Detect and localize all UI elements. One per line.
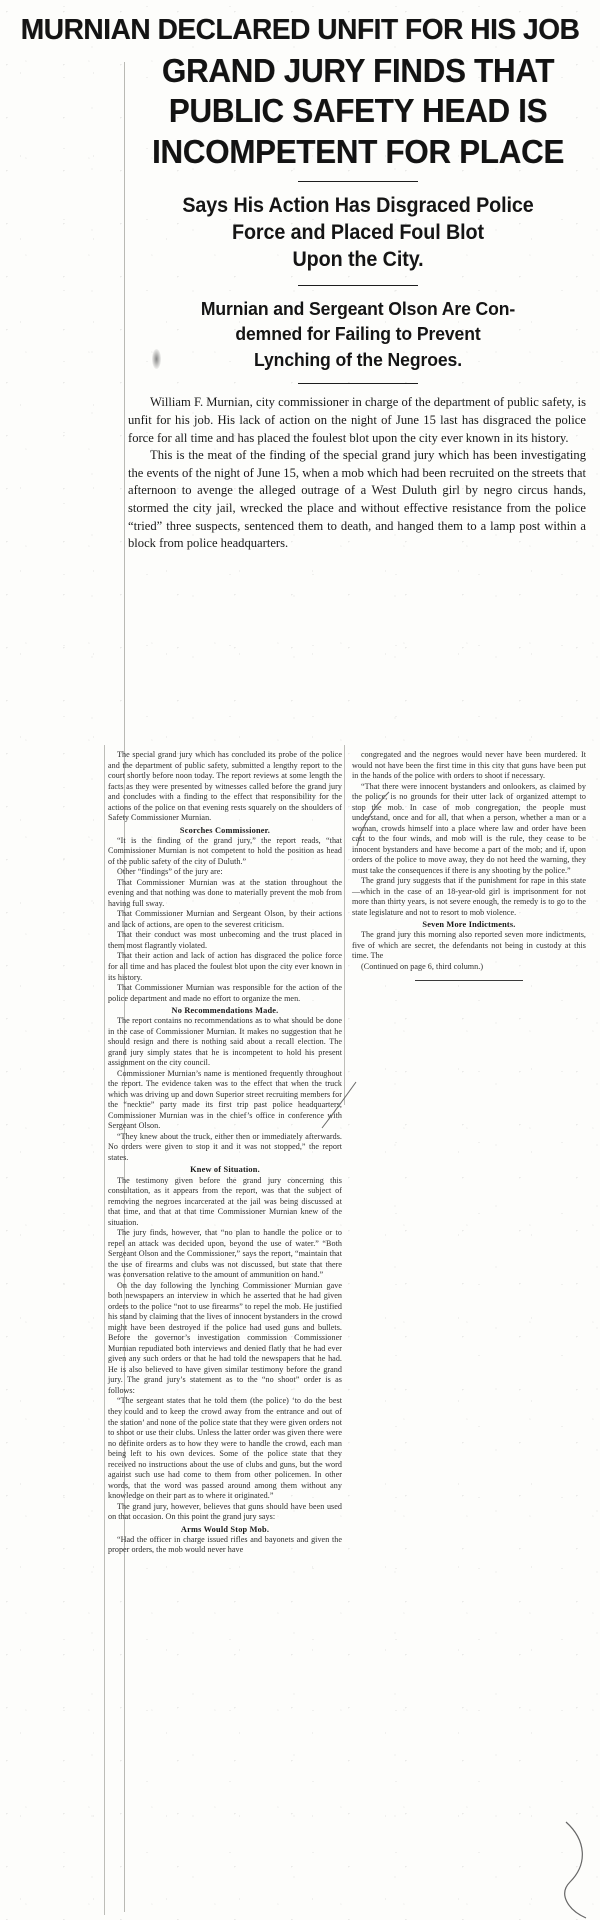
deck-second-line-1: Says His Action Has Disgraced Police xyxy=(182,193,534,217)
deck-divider-2 xyxy=(298,285,418,286)
deck-main-line-1: GRAND JURY FINDS THAT xyxy=(161,52,555,89)
body-paragraph: “That there were innocent bystanders and onlookers, as claimed by the police, is no grounds for their utter lack of organized attempt to stop the mob. In case of mob congregation, the people must understand, once and for all, that when a person, whether a man or a woman, crowds himself into a place where law and order have been cast to the four winds, and mob will is the rule, they cease to be innocent bystanders and have become a part of the mob; and if, upon orders of the police to move away, they do not heed the warning, they must take the consequences if there is any shooting by the police.” xyxy=(352,781,586,875)
deck-main-line-2: PUBLIC SAFETY HEAD IS xyxy=(168,92,548,130)
continued-note: (Continued on page 6, third column.) xyxy=(361,961,484,971)
body-paragraph: On the day following the lynching Commissioner Murnian gave both newspapers an interview in which he asserted that he had given orders to the police “not to use firearms” to repel the mob. He justified his stand by claiming that the lives of innocent bystanders in the crowd might have been destroyed if the police had used guns and bullets. Before the governor’s investigation commission Commissioner Murnian repudiated both interviews and denied flatly that he had ever given any such orders or that he had told the newspapers that he had. He is also believed to have given similar testimony before the grand jury. The grand jury’s statement as to the “no shoot” order is as follows: xyxy=(108,1280,342,1395)
body-paragraph: “The sergeant states that he told them (the police) ‘to do the best they could and to keep the crowd away from the entrance and out of the station’ and none of the police state that they were given orders not to shoot or use their clubs. Unless the latter order was given there were no definite orders as to how they were to handle the crowd, each man being left to his own devices. Some of the police state that they received no instructions about the use of clubs and guns, but the word against such use had come to them from other policemen. In other words, that the word was passed around among them without any knowledge on their part as to where it originated.” xyxy=(108,1396,342,1501)
deck-second-line-3: Upon the City. xyxy=(292,248,424,272)
body-paragraph: The grand jury this morning also reported seven more indictments, five of which are secret, the defendants not being in custody at this time. The xyxy=(352,930,586,961)
column-rule-body-left xyxy=(104,745,105,1915)
body-paragraph: The report contains no recommendations as to what should be done in the case of Commissioner Murnian. It makes no suggestion that he should resign and there is nothing said about a recall election. The grand jury simply states that he is incompetent to hold his present assignment on the city council. xyxy=(108,1016,342,1068)
story-end-rule xyxy=(415,980,523,981)
deck-headlines xyxy=(128,53,594,384)
deck-third-line-3: Lynching of the Negroes. xyxy=(254,348,462,370)
lead-paragraph-2: This is the meat of the finding of the special grand jury which has been investigating the events of the night of June 15, when a mob which had been recruited on the streets that afternoon to avenge the alleged outrage of a West Duluth girl by negro circus hands, stormed the city jail, wrecked the place and without effective resistance from the police “tried” three suspects, sentenced them to death, and hanged them to a lamp post within a block from police headquarters. xyxy=(128,448,586,551)
body-paragraph: congregated and the negroes would never have been murdered. It would not have been the first time in this city that guns have been put in the hands of the police with orders to shoot if necessary. xyxy=(352,750,586,781)
body-paragraph: That Commissioner Murnian was at the station throughout the evening and that nothing was done to materially prevent the mob from having full sway. xyxy=(108,877,342,908)
body-paragraph: That Commissioner Murnian and Sergeant Olson, by their actions and lack of actions, are open to the severest criticism. xyxy=(108,909,342,929)
deck-second-line-2: Force and Placed Foul Blot xyxy=(231,221,485,245)
banner-headline: MURNIAN DECLARED UNFIT FOR HIS JOB xyxy=(20,14,580,46)
body-paragraph: Commissioner Murnian’s name is mentioned frequently throughout the report. The evidence taken was to the effect that when the truck which was driving up and down Superior street recruiting members for the “necktie” party made its first trip past police headquarters, Commissioner Murnian was in the chief’s office in conference with Sergeant Olson. xyxy=(108,1068,342,1131)
body-columns xyxy=(108,750,594,1910)
body-paragraph: The special grand jury which has concluded its probe of the police and the department of public safety, submitted a lengthy report to the court shortly before noon today. The report reviews at some length the facts as they were presented by witnesses called before the grand jury and concludes with a finding to the effect that responsibility for the actions of the police on that evening rests squarely on the shoulders of Safety Commissioner Murnian. xyxy=(108,750,342,823)
body-subhead: Seven More Indictments. xyxy=(422,920,516,930)
deck-main-line-3: INCOMPETENT FOR PLACE xyxy=(151,132,565,170)
body-subhead: No Recommendations Made. xyxy=(171,1006,279,1016)
body-subhead: Knew of Situation. xyxy=(190,1165,260,1175)
body-paragraph: “Had the officer in charge issued rifles and bayonets and given the proper orders, the mob would never have xyxy=(108,1534,342,1555)
body-subhead: Scorches Commissioner. xyxy=(179,825,271,835)
body-paragraph: The testimony given before the grand jury concerning this consultation, as it appears from the report, was that the subject of removing the negroes incarcerated at the jail was being discussed at that time, and that at that time Commissioner Murnian knew of the situation. xyxy=(108,1175,342,1227)
body-column-left xyxy=(108,750,344,1910)
body-paragraph: “They knew about the truck, either then or immediately afterwards. No orders were given to stop it and it was not stopped,” the report states. xyxy=(108,1131,342,1162)
body-column-right xyxy=(352,750,588,1910)
body-subhead: Arms Would Stop Mob. xyxy=(180,1524,270,1534)
deck-third-line-1: Murnian and Sergeant Olson Are Con- xyxy=(200,297,516,319)
deck-third-line-2: demned for Failing to Prevent xyxy=(235,323,481,345)
lead-paragraph-1: William F. Murnian, city commissioner in charge of the department of public safety, is unfit for his job. His lack of action on the night of June 15 last has disgraced the police force for all time and has placed the foulest blot upon the city ever known in its history. xyxy=(128,395,586,445)
deck-divider-3 xyxy=(298,383,418,384)
body-paragraph: That Commissioner Murnian was responsible for the action of the police department and made no effort to organize the men. xyxy=(108,983,342,1003)
body-paragraph: The grand jury suggests that if the punishment for rape in this state—which in the case of an 18-year-old girl is imprisonment for not more than thirty years, is not severe enough, the remedy is to go to the state legislature and not to resort to mob violence. xyxy=(352,876,586,917)
body-paragraph: The jury finds, however, that “no plan to handle the police or to repel an attack was decided upon, beyond the use of water.” “Both Sergeant Olson and the Commissioner,” says the report, “maintain that the use of firearms and clubs was not discussed, but state that there was conversation relative to the amount of ammunition on hand.” xyxy=(108,1228,342,1280)
deck-divider-1 xyxy=(298,181,418,182)
body-paragraph: That their conduct was most unbecoming and the trust placed in them most flagrantly violated. xyxy=(108,930,342,950)
body-paragraph: “It is the finding of the grand jury,” the report reads, “that Commissioner Murnian is not competent to hold the position as head of the public safety of the city of Duluth.” xyxy=(108,835,342,866)
body-paragraph: That their action and lack of action has disgraced the police force for all time and has placed the foulest blot upon the city ever known in its history. xyxy=(108,951,342,982)
body-paragraph: The grand jury, however, believes that guns should have been used on that occasion. On this point the grand jury says: xyxy=(108,1501,342,1522)
body-paragraph: Other “findings” of the jury are: xyxy=(117,867,223,877)
